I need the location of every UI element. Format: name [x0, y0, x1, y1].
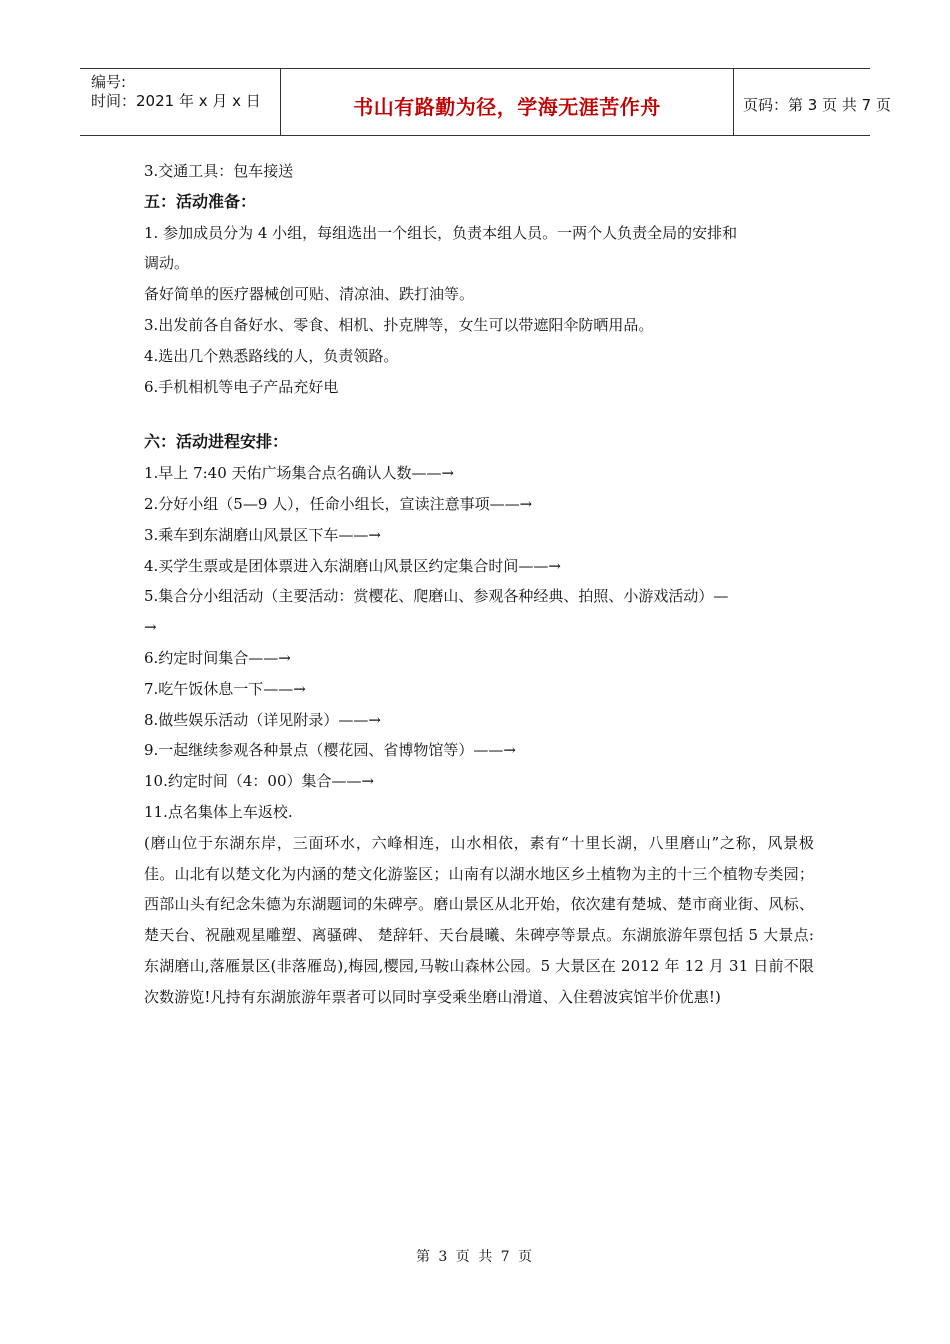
schedule-step: 6.约定时间集合——→	[144, 648, 291, 667]
schedule-step: 5.集合分小组活动（主要活动：赏樱花、爬磨山、参观各种经典、拍照、小游戏活动）—	[144, 587, 729, 606]
document-body	[144, 156, 814, 1013]
moshan-description: (磨山位于东湖东岸，三面环水，六峰相连，山水相依，素有“十里长湖，八里磨山”之称，风景极佳。山北有以楚文化为内涵的楚文化游鉴区；山南有以湖水地区乡土植物为主的十三个植物专类园；西部山头有纪念朱德为东湖题词的朱碑亭。磨山景区从北开始，依次建有楚城、楚市商业街、风标、楚天台、祝融观星雕塑、离骚碑、 楚辞轩、天台晨曦、朱碑亭等景点。东湖旅游年票包括 5 大景点:东湖磨山,落雁景区(非落雁岛),梅园,樱园,马鞍山森林公园。5 大景区在 2012 年 12 月 31 日前不限次数游览!凡持有东湖旅游年票者可以同时享受乘坐磨山滑道、入住碧波宾馆半价优惠!)	[144, 833, 814, 1006]
schedule-step: 9.一起继续参观各种景点（樱花园、省博物馆等）——→	[144, 741, 516, 760]
schedule-step: 3.乘车到东湖磨山风景区下车——→	[144, 525, 381, 544]
prep-item-3: 3.出发前各自备好水、零食、相机、扑克牌等，女生可以带遮阳伞防晒用品。	[144, 315, 654, 334]
prep-item-2: 备好简单的医疗器械创可贴、清凉油、跌打油等。	[144, 285, 475, 304]
section-heading-preparation: 五：活动准备：	[144, 191, 257, 211]
schedule-step: 11.点名集体上车返校.	[144, 802, 293, 821]
header-info-cell	[80, 69, 281, 135]
prep-item-1: 1. 参加成员分为 4 小组，每组选出一个组长，负责本组人员。一两个人负责全局的安排和	[144, 223, 738, 242]
document-date-label: 时间：2021 年 x 月 x 日	[91, 92, 261, 110]
header-page-cell	[734, 69, 891, 135]
header-motto-cell	[281, 69, 734, 135]
schedule-step: 8.做些娱乐活动（详见附录）——→	[144, 710, 381, 729]
section-spacer	[144, 402, 814, 427]
schedule-step: 4.买学生票或是团体票进入东湖磨山风景区约定集合时间——→	[144, 556, 561, 575]
schedule-step-cont: →	[144, 618, 157, 637]
schedule-step: 2.分好小组（5—9 人），任命小组长，宣读注意事项——→	[144, 494, 533, 513]
schedule-step: 10.约定时间（4：00）集合——→	[144, 772, 375, 791]
document-id-label: 编号:	[91, 73, 127, 91]
section-heading-schedule: 六：活动进程安排：	[144, 432, 289, 452]
page-footer: 第 3 页 共 7 页	[415, 1249, 535, 1265]
transport-line: 3.交通工具：包车接送	[144, 162, 294, 180]
header-page-number: 页码：第 3 页 共 7 页	[743, 96, 891, 114]
prep-item-6: 6.手机相机等电子产品充好电	[144, 377, 339, 396]
schedule-step: 1.早上 7:40 天佑广场集合点名确认人数——→	[144, 464, 455, 483]
prep-item-4: 4.选出几个熟悉路线的人，负责领路。	[144, 346, 399, 365]
page-header	[80, 68, 891, 136]
prep-item-1-cont: 调动。	[144, 254, 190, 273]
schedule-step: 7.吃午饭休息一下——→	[144, 679, 306, 698]
header-motto: 书山有路勤为径，学海无涯苦作舟	[353, 95, 661, 119]
